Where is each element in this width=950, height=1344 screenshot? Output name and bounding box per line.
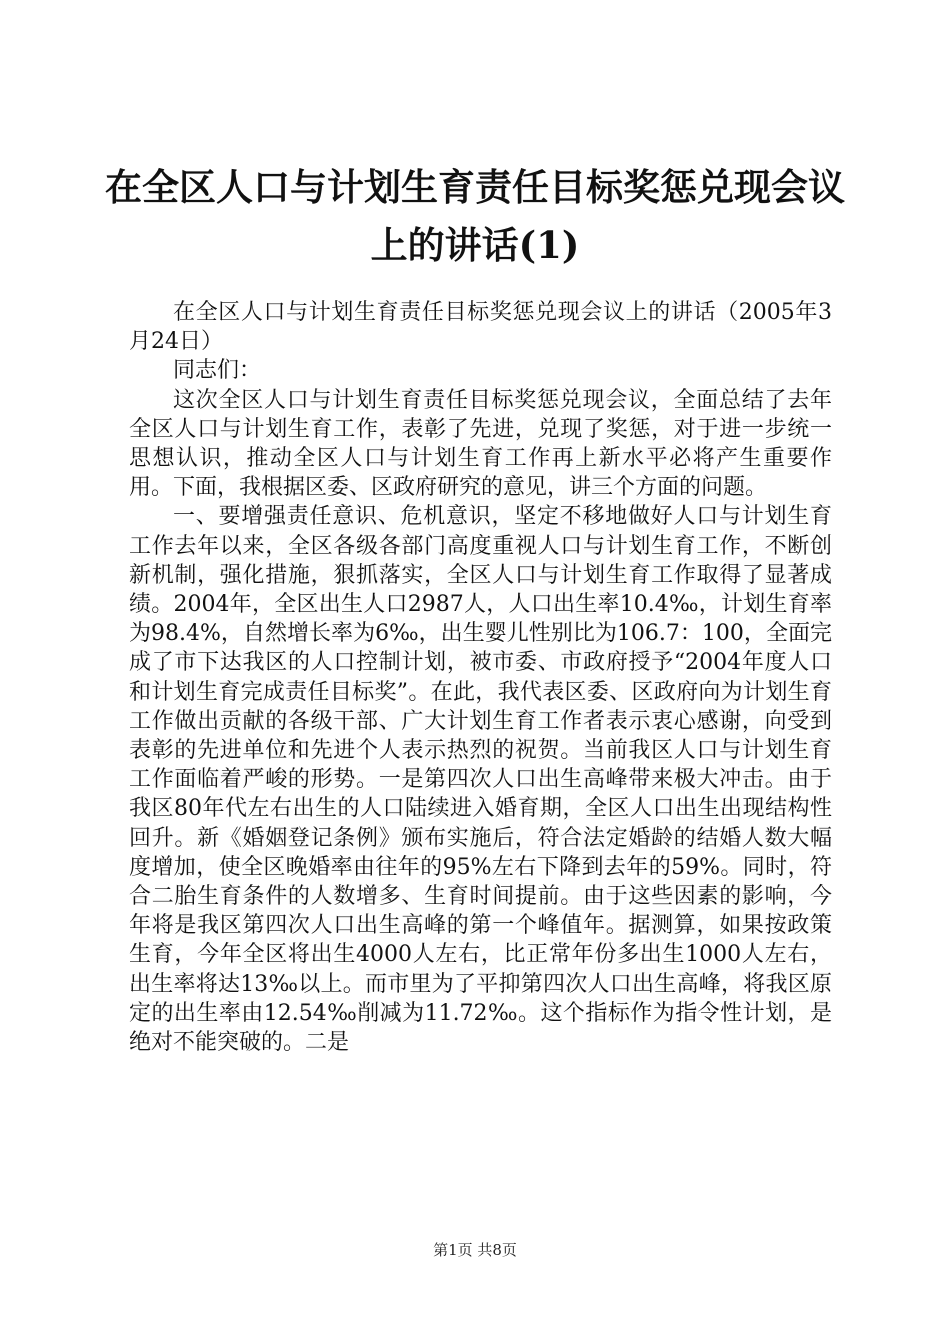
page-footer: 第1页 共8页 (433, 1241, 517, 1259)
document-title (100, 158, 850, 274)
salutation-paragraph: 同志们： (173, 358, 262, 384)
intro-paragraph: 这次全区人口与计划生育责任目标奖惩兑现会议，全面总结了去年全区人口与计划生育工作，表彰了先进，兑现了奖惩，对于进一步统一思想认识，推动全区人口与计划生育工作再上新水平必将产生重要作用。下面，我根据区委、区政府研究的意见，讲三个方面的问题。 (129, 387, 832, 501)
subtitle-paragraph: 在全区人口与计划生育责任目标奖惩兑现会议上的讲话（2005年3月24日） (129, 300, 832, 355)
title-line-1: 在全区人口与计划生育责任目标奖惩兑现会议 (105, 165, 845, 209)
document-body (129, 298, 832, 1057)
section-one-paragraph: 一、要增强责任意识、危机意识，坚定不移地做好人口与计划生育工作去年以来，全区各级各部门高度重视人口与计划生育工作，不断创新机制，强化措施，狠抓落实，全区人口与计划生育工作取得了显著成绩。2004年，全区出生人口2987人，人口出生率10.4‰，计划生育率为98.4%，自然增长率为6‰，出生婴儿性别比为106.7：100，全面完成了市下达我区的人口控制计划，被市委、市政府授予“2004年度人口和计划生育完成责任目标奖”。在此，我代表区委、区政府向为计划生育工作做出贡献的各级干部、广大计划生育工作者表示衷心感谢，向受到表彰的先进单位和先进个人表示热烈的祝贺。当前我区人口与计划生育工作面临着严峻的形势。一是第四次人口出生高峰带来极大冲击。由于我区80年代左右出生的人口陆续进入婚育期，全区人口出生出现结构性回升。新《婚姻登记条例》颁布实施后，符合法定婚龄的结婚人数大幅度增加，使全区晚婚率由往年的95%左右下降到去年的59%。同时，符合二胎生育条件的人数增多、生育时间提前。由于这些因素的影响，今年将是我区第四次人口出生高峰的第一个峰值年。据测算，如果按政策生育，今年全区将出生4000人左右，比正常年份多出生1000人左右，出生率将达13‰以上。而市里为了平抑第四次人口出生高峰，将我区原定的出生率由12.54‰削减为11.72‰。这个指标作为指令性计划，是绝对不能突破的。二是 (129, 504, 832, 1056)
title-line-2: 上的讲话(1) (370, 223, 580, 267)
